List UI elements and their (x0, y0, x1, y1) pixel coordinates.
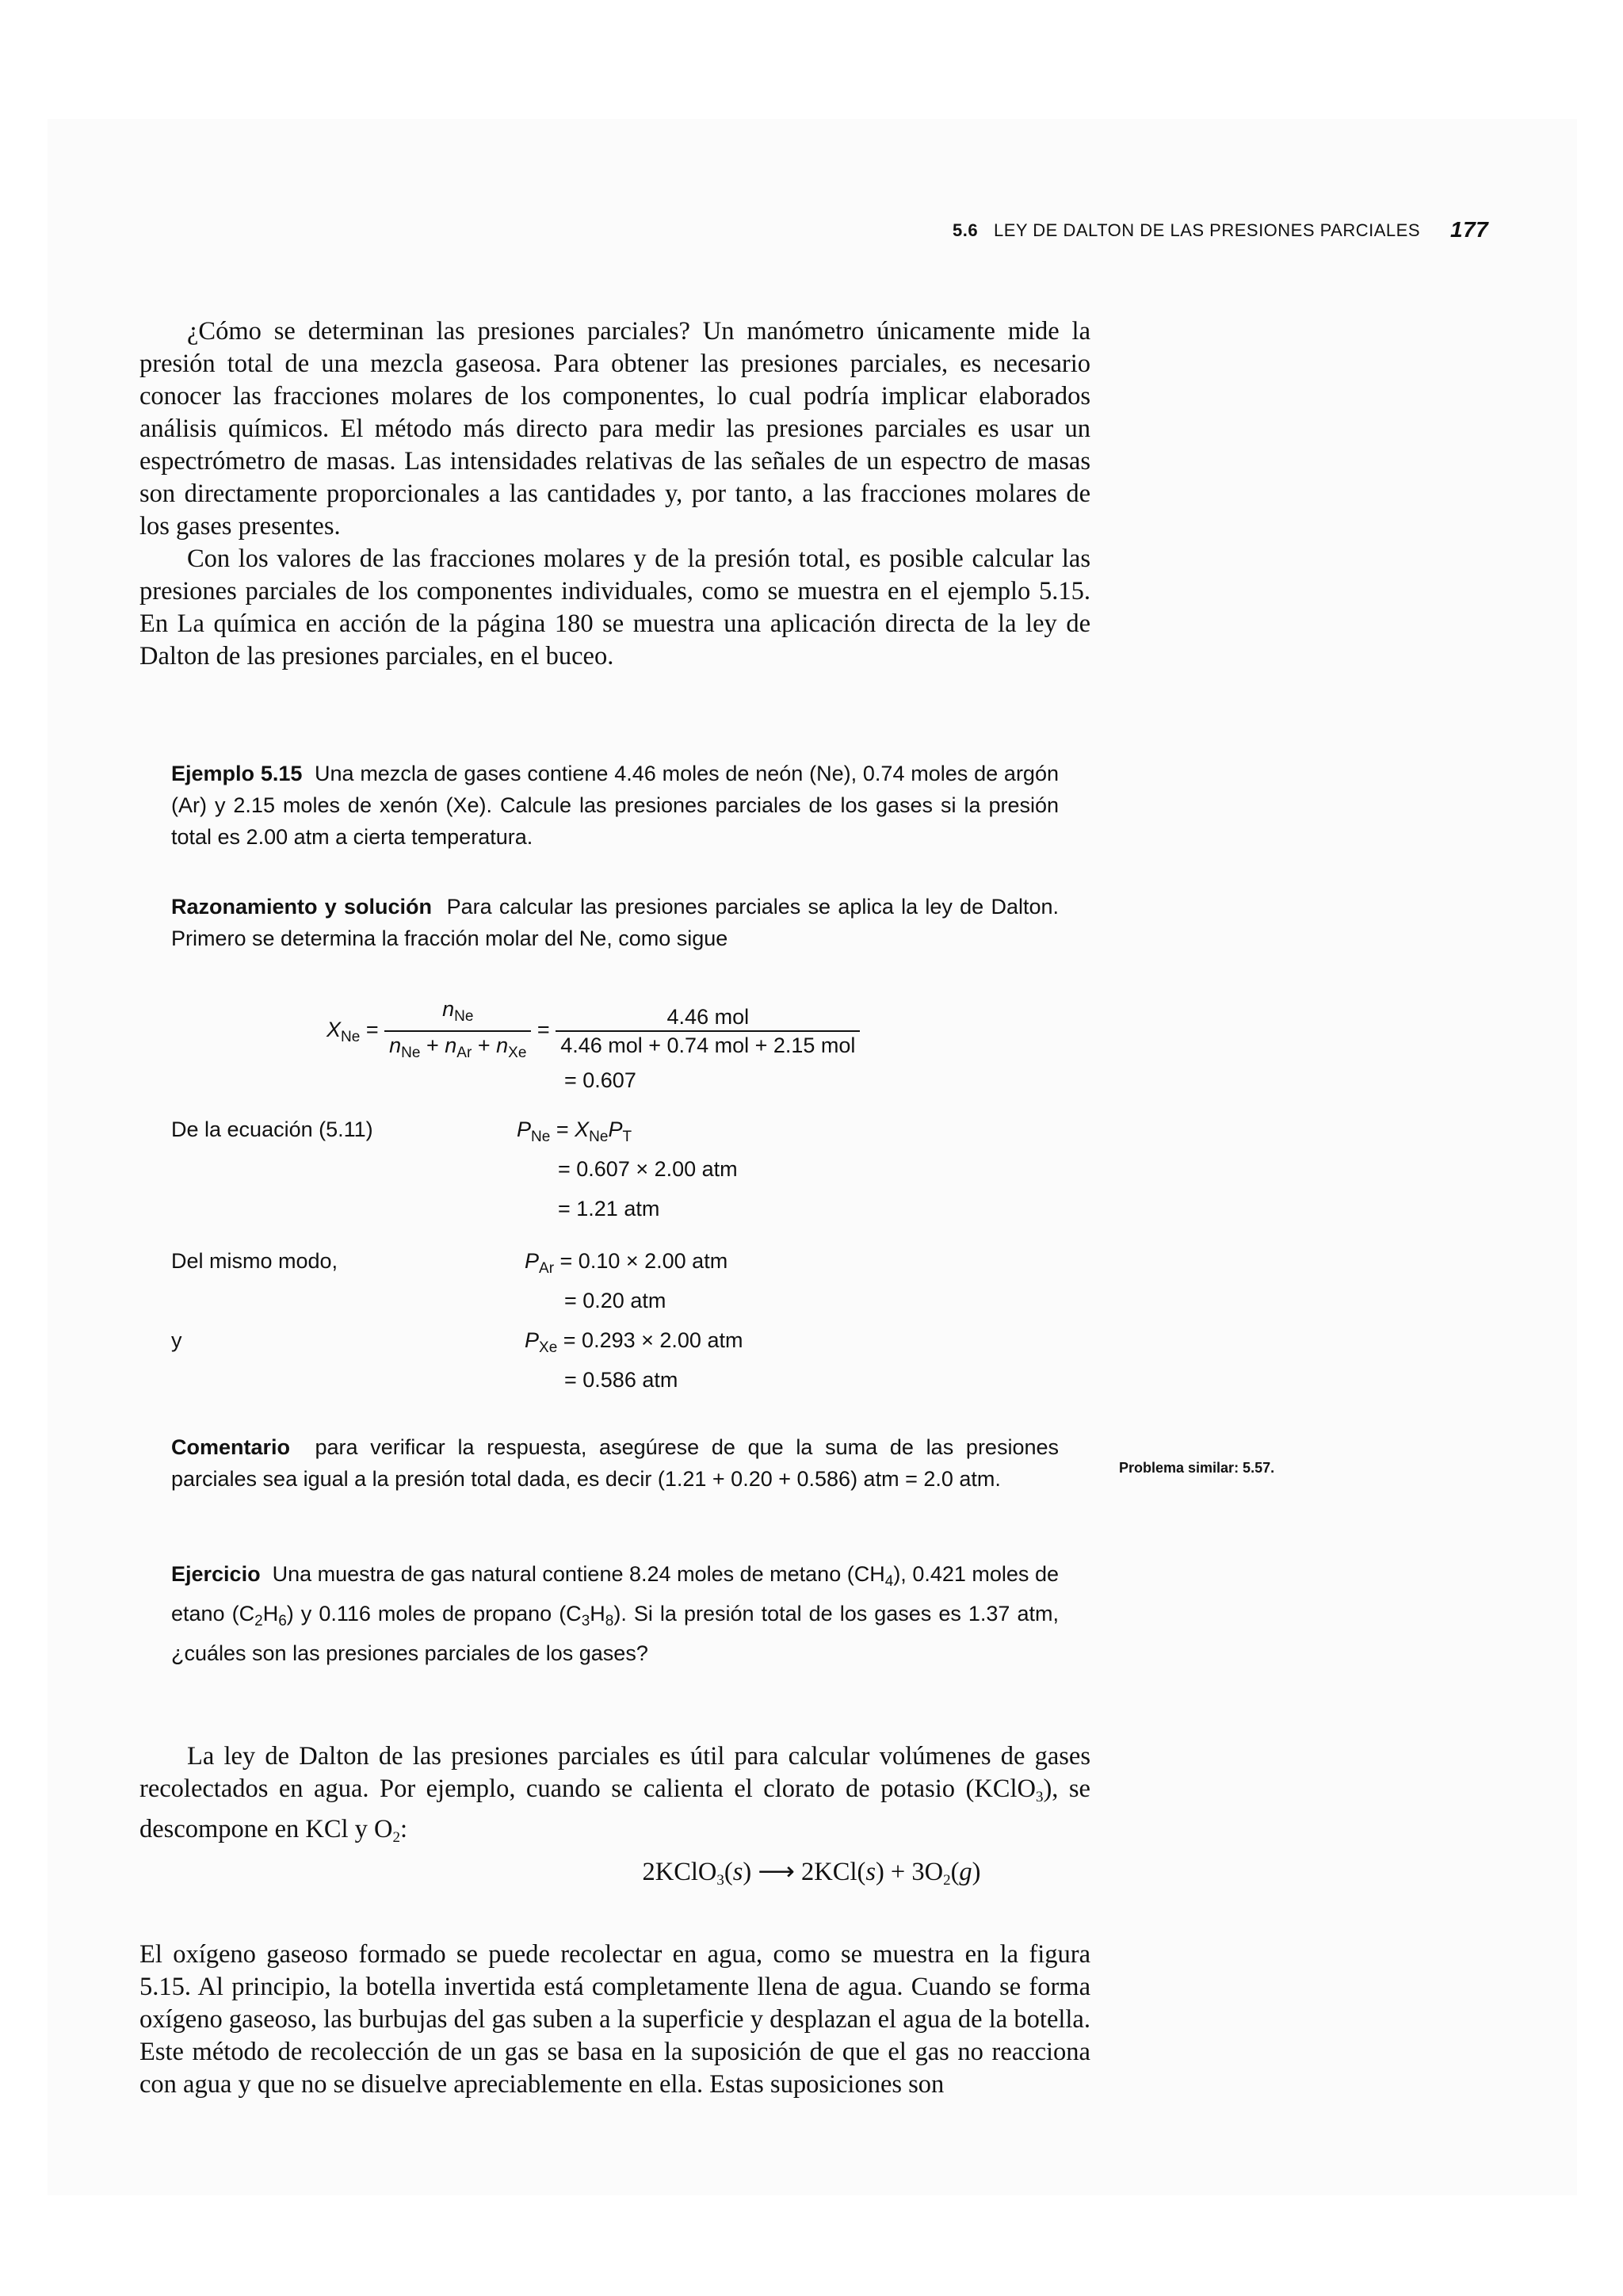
body-text: ), se descompone en KCl y O (139, 1775, 1090, 1843)
n-subscript: Xe (508, 1045, 527, 1061)
n-symbol: n (445, 1033, 457, 1057)
exercise-block (171, 1558, 1059, 1669)
mole-fraction-result: = 0.607 (564, 1068, 636, 1092)
example-statement (171, 758, 1059, 853)
p-ar-result: = 0.20 atm (564, 1289, 666, 1312)
p-xe-value: = 0.293 × 2.00 atm (563, 1328, 743, 1352)
subscript: 2 (254, 1613, 263, 1629)
fraction-denominator: 4.46 mol + 0.74 mol + 2.15 mol (560, 1033, 856, 1057)
p-symbol: P (608, 1117, 623, 1141)
intro-paragraph-2: Con los valores de las fracciones molares y de la presión total, es posible calcular las presiones parciales de los componentes individuales, como se muestra en el ejemplo 5.15. En La química en acción de la página 180 se muestra una aplicación directa de la ley de Dalton de las presiones parciales, en el buceo. (139, 544, 1090, 670)
p-subscript: Ar (539, 1260, 555, 1277)
subscript: 6 (278, 1613, 287, 1629)
reasoning-label: Razonamiento y solución (171, 895, 433, 919)
running-header (0, 217, 1623, 252)
equation-part: ( (950, 1858, 960, 1886)
equals-sign: = (537, 1018, 550, 1042)
similar-problem-note: Problema similar: 5.57. (1119, 1460, 1275, 1476)
reasoning-block (171, 891, 1059, 954)
n-subscript: Ar (456, 1045, 472, 1061)
subscript: 8 (605, 1613, 614, 1629)
intro-paragraph-1: ¿Cómo se determinan las presiones parciales? Un manómetro únicamente mide la presión total de una mezcla gaseosa. Para obtener las presiones parciales, es necesario conocer las fracciones molares de los componentes, lo cual podría implicar elaborados análisis químicos. El método más directo para medir las presiones parciales es usar un espectrómetro de masas. Las intensidades relativas de las señales de un espectro de masas son directamente proporcionales a las cantidades y, por tanto, a las fracciones molares de los gases presentes. (139, 317, 1090, 541)
state-symbol: s (732, 1858, 743, 1886)
subscript: 3 (1035, 1789, 1044, 1805)
body-text: : (400, 1815, 408, 1843)
body-text: El oxígeno gaseoso formado se puede recolectar en agua, como se muestra en la figura 5.15. Al principio, la botella invertida está completamente llena de agua. Cuando se forma oxígeno gaseoso, las burbujas del gas suben a la superficie y desplazan el agua de la botella. Este método de recolección de un gas se basa en la suposición de que el gas no reacciona con agua y que no se disuelve apreciablemente en ella. Estas suposiciones son (139, 1940, 1090, 2099)
x-symbol: X (327, 1018, 342, 1042)
exercise-label: Ejercicio (171, 1562, 261, 1586)
fraction-symbolic (384, 995, 531, 1067)
n-symbol: n (496, 1033, 509, 1057)
subscript: 2 (392, 1829, 401, 1846)
intro-text (139, 315, 1090, 673)
p-ne-definition (517, 1116, 632, 1151)
label-same-way: Del mismo modo, (171, 1249, 338, 1273)
page-number: 177 (1450, 217, 1489, 242)
example-label: Ejemplo 5.15 (171, 762, 303, 785)
exercise-text: ). Si la presión total de los gases es 1.37 atm, ¿cuáles son las presiones parciales de los gases? (171, 1602, 1059, 1665)
body-paragraph-1 (139, 1740, 1090, 1854)
subscript: 3 (581, 1613, 590, 1629)
equation-part: ) ⟶ 2KCl( (743, 1858, 866, 1886)
p-subscript: Ne (531, 1129, 551, 1145)
chemical-equation (0, 1856, 1623, 1889)
p-symbol: P (517, 1117, 532, 1141)
equation-part: ) + 3O (875, 1858, 944, 1886)
exercise-text: H (262, 1602, 279, 1626)
equals-sign: = (365, 1018, 379, 1042)
mole-fraction-equation (327, 995, 860, 1067)
plus-sign: + (426, 1033, 439, 1057)
p-ne-result: = 1.21 atm (558, 1197, 660, 1221)
exercise-text: ) y 0.116 moles de propano (C (286, 1602, 582, 1626)
p-subscript: Xe (539, 1339, 558, 1356)
x-subscript: Ne (589, 1129, 609, 1145)
exercise-text: H (590, 1602, 605, 1626)
n-symbol: n (389, 1033, 402, 1057)
exercise-text: ), 0.421 moles de etano (C (171, 1562, 1059, 1626)
p-ar-step (525, 1247, 727, 1282)
equals-sign: = (556, 1117, 569, 1141)
plus-sign: + (477, 1033, 491, 1057)
reasoning-text: Para calcular las presiones parciales se aplica la ley de Dalton. Primero se determina la fracción molar del Ne, como sigue (171, 895, 1059, 950)
p-symbol: P (525, 1328, 540, 1352)
equation-part: ) (972, 1858, 981, 1886)
body-paragraph-2 (139, 1939, 1090, 2101)
label-from-equation: De la ecuación (5.11) (171, 1117, 373, 1141)
n-subscript: Ne (401, 1045, 421, 1061)
p-subscript: T (622, 1129, 632, 1145)
p-ne-step: = 0.607 × 2.00 atm (558, 1157, 738, 1181)
state-symbol: s (865, 1858, 876, 1886)
section-number: 5.6 (953, 220, 979, 240)
subscript: 3 (716, 1872, 724, 1889)
comment-label: Comentario (171, 1435, 291, 1459)
fraction-numeric (556, 1003, 860, 1059)
fraction-numerator: 4.46 mol (556, 1003, 860, 1032)
n-symbol: n (442, 997, 455, 1021)
x-symbol: X (575, 1117, 590, 1141)
subscript: 2 (943, 1872, 951, 1889)
subscript: 4 (884, 1573, 894, 1590)
section-title: LEY DE DALTON DE LAS PRESIONES PARCIALES (994, 220, 1420, 240)
p-xe-result: = 0.586 atm (564, 1368, 678, 1392)
equation-part: ( (724, 1858, 733, 1886)
n-subscript: Ne (454, 1008, 474, 1025)
equation-part: 2KClO (642, 1858, 717, 1886)
exercise-text: Una muestra de gas natural contiene 8.24 moles de metano (CH (272, 1562, 885, 1586)
comment-block (171, 1431, 1059, 1495)
comment-text: para verificar la respuesta, asegúrese de que la suma de las presiones parciales sea igual a la presión total dada, es decir (1.21 + 0.20 + 0.586) atm = 2.0 atm. (171, 1435, 1059, 1491)
p-symbol: P (525, 1249, 540, 1273)
label-and: y (171, 1328, 182, 1352)
state-symbol: g (959, 1858, 972, 1886)
p-ar-value: = 0.10 × 2.00 atm (559, 1249, 728, 1273)
example-text: Una mezcla de gases contiene 4.46 moles de neón (Ne), 0.74 moles de argón (Ar) y 2.15 moles de xenón (Xe). Calcule las presiones parciales de los gases si la presión total es 2.00 atm a cierta temperatura. (171, 762, 1059, 849)
x-subscript: Ne (341, 1029, 361, 1046)
p-xe-step (525, 1327, 743, 1362)
body-text: La ley de Dalton de las presiones parciales es útil para calcular volúmenes de gases recolectados en agua. Por ejemplo, cuando se calienta el clorato de potasio (KClO (139, 1742, 1090, 1803)
